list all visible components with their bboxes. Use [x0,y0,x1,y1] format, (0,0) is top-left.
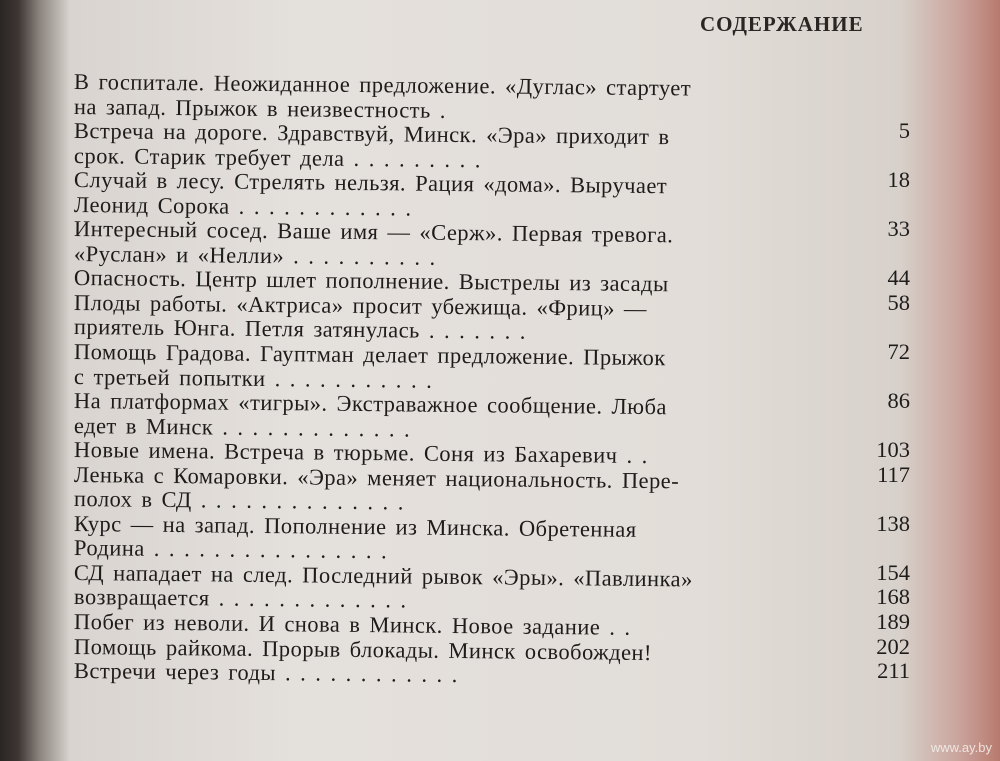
toc-line-text: Случай в лесу. Стрелять нельзя. Рация «дома». Выручает [73,167,668,199]
toc-line-text: Встречи через годы . . . . . . . . . . . . [73,658,458,688]
toc-page-number: 5 [898,118,910,144]
toc-line [0,118,1000,150]
toc-line [0,633,1000,665]
toc-line-text: Плоды работы. «Актриса» просит убежища. «Фриц» — [73,289,648,321]
toc-line-text: Побег из неволи. И снова в Минск. Новое задание . . [73,609,631,640]
toc-page-number: 117 [877,461,910,487]
toc-line-text: Помощь райкома. Прорыв блокады. Минск освобожден! [73,633,653,665]
toc-page-number: 138 [876,510,910,536]
toc-line [0,461,1000,494]
toc-line [0,486,1000,515]
toc-page-number: 86 [887,388,910,414]
toc-page-number: 58 [887,289,910,315]
page-title: СОДЕРЖАНИЕ [700,12,864,36]
toc-page-number: 189 [876,609,910,635]
toc-line-text: Новые имена. Встреча в тюрьме. Соня из Бахаревич . . [73,437,648,469]
toc-line-text: СД нападает на след. Последний рывок «Эры». «Павлинка» [73,559,693,592]
table-of-contents [0,69,1000,688]
toc-line [0,510,1000,542]
toc-line [0,363,1000,393]
toc-page-number: 44 [887,265,910,291]
toc-line [0,240,1000,270]
toc-line-text: Леонид Сорока . . . . . . . . . . . . [73,191,412,221]
toc-line-text: полох в СД . . . . . . . . . . . . . . [73,486,404,515]
toc-line [0,314,1000,345]
toc-line [0,167,1000,199]
toc-line-text: Встреча на дороге. Здравствуй, Минск. «Эра» приходит в [73,118,670,150]
toc-line [0,609,1000,640]
toc-line [0,437,1000,469]
toc-line [0,69,1000,101]
toc-line [0,658,1000,688]
toc-line [0,535,1000,564]
toc-line-text: Интересный сосед. Ваше имя — «Серж». Первая тревога. [73,216,674,248]
toc-page-number: 202 [876,633,910,659]
toc-line [0,412,1000,442]
toc-line-text: Опасность. Центр шлет пополнение. Выстрелы из засады [73,265,669,297]
toc-line-text: На платформах «тигры». Экстраважное сообщение. Люба [73,388,667,420]
toc-line-text: В госпитале. Неожиданное предложение. «Дуглас» стартует [73,69,692,101]
toc-line [0,339,1000,371]
toc-page-number: 168 [876,584,910,610]
toc-line [0,289,1000,321]
toc-line-text: «Руслан» и «Нелли» . . . . . . . . . . [73,240,436,270]
toc-line [0,559,1000,592]
toc-line-text: на запад. Прыжок в неизвестность . [73,93,447,123]
toc-line-text: возвращается . . . . . . . . . . . . . [73,584,407,613]
toc-line [0,216,1000,248]
toc-page-number: 154 [876,559,910,585]
toc-page-number: 211 [877,658,910,684]
toc-line-text: Ленька с Комаровки. «Эра» меняет национальность. Пере- [73,461,680,494]
toc-line [0,265,1000,297]
toc-line [0,388,1000,420]
toc-page-number: 72 [887,339,910,365]
toc-line-text: с третьей попытки . . . . . . . . . . . [73,363,433,393]
toc-line [0,584,1000,613]
toc-line-text: Помощь Градова. Гауптман делает предложение. Прыжок [73,339,666,371]
toc-line [0,142,1000,172]
toc-page-number: 33 [887,216,910,242]
toc-page-number: 103 [876,437,910,463]
toc-line [0,93,1000,123]
toc-line-text: Родина . . . . . . . . . . . . . . . . [73,535,388,564]
watermark: www.ay.by [930,740,992,755]
toc-line-text: едет в Минск . . . . . . . . . . . . . [73,412,411,442]
toc-line-text: приятель Юнга. Петля затянулась . . . . . . . [73,314,527,345]
toc-line [0,191,1000,221]
toc-line-text: срок. Старик требует дела . . . . . . . . . [73,142,482,172]
toc-line-text: Курс — на запад. Пополнение из Минска. Обретенная [73,510,637,542]
toc-page-number: 18 [887,167,910,193]
